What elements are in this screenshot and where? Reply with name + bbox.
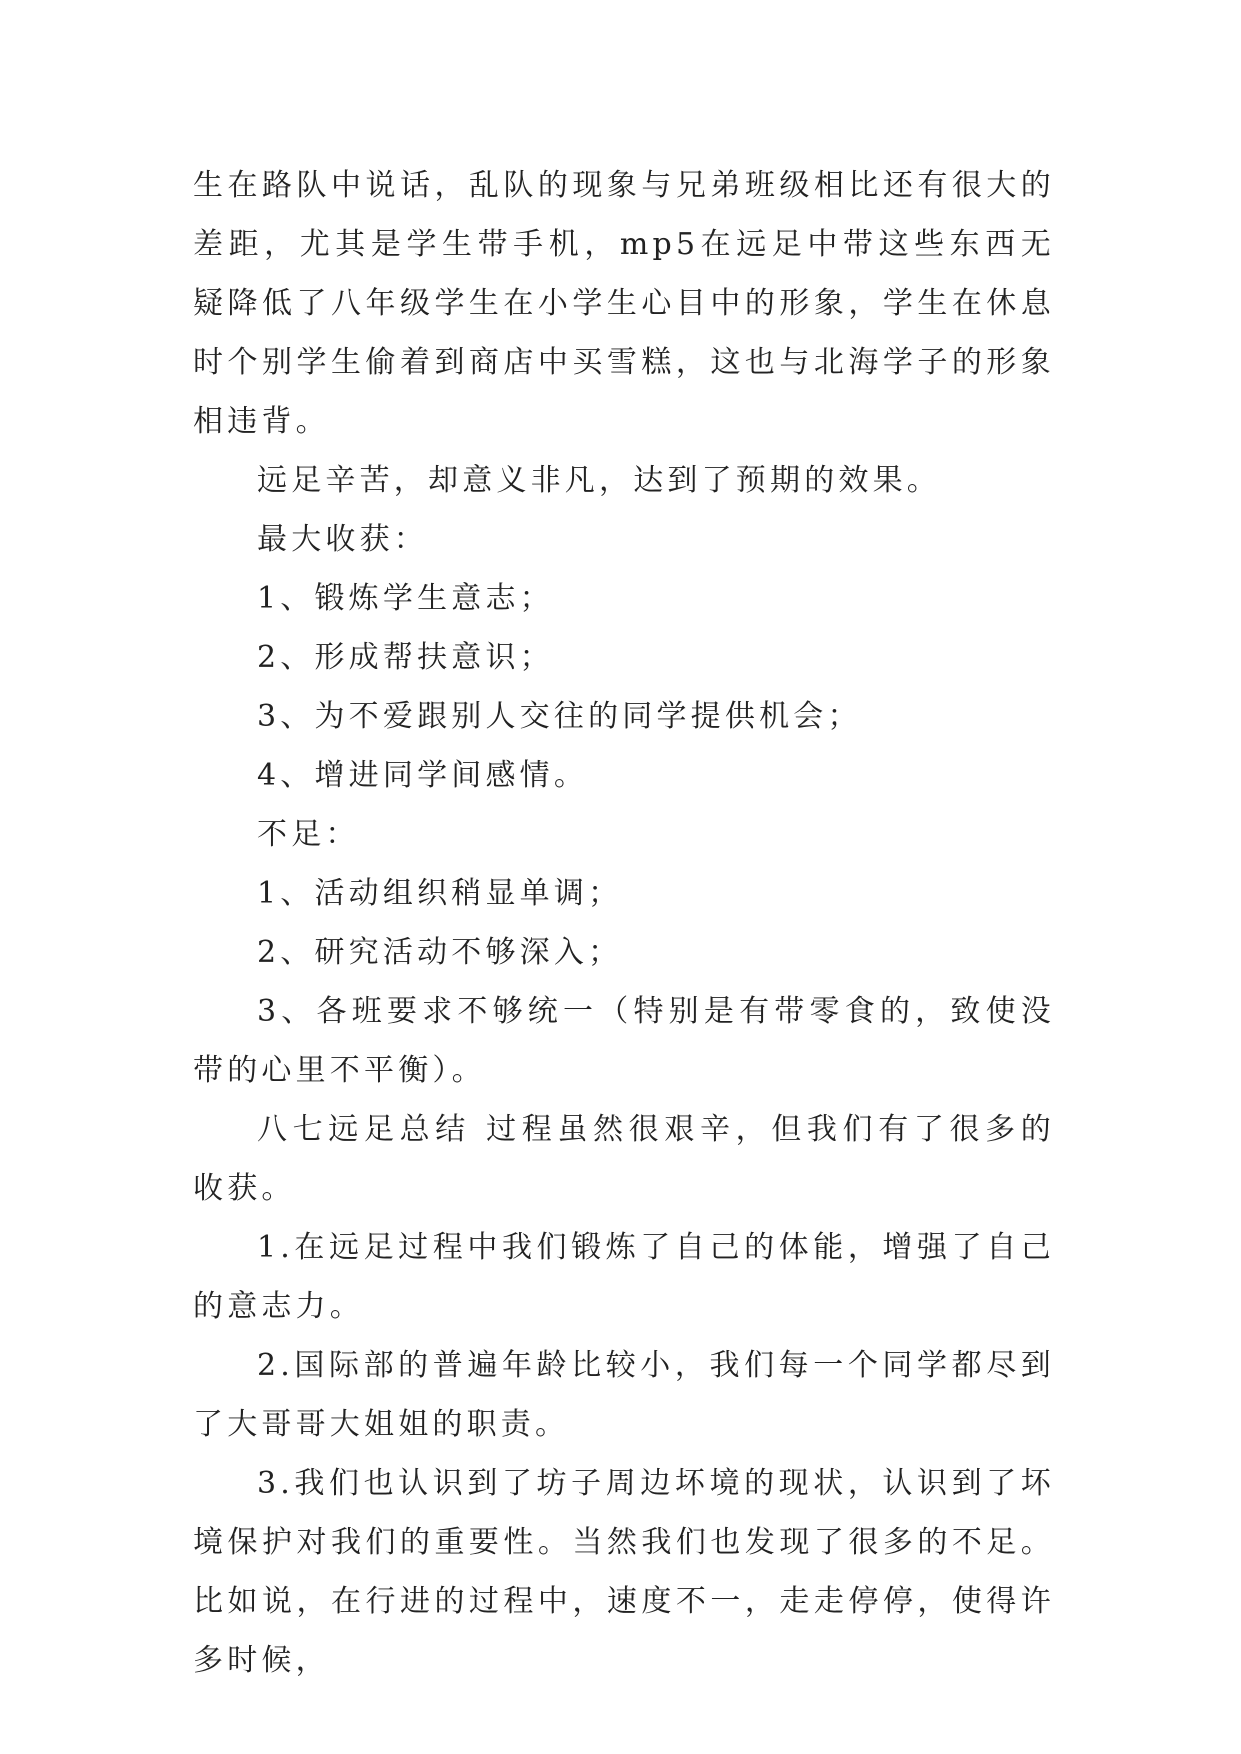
shortcoming-item-3: 3、各班要求不够统一（特别是有带零食的，致使没带的心里不平衡）。	[193, 994, 1055, 1088]
gain-item-2: 2、形成帮扶意识；	[257, 640, 554, 675]
gain-item-4: 4、增进同学间感情。	[257, 758, 589, 793]
gain-item-3: 3、为不爱跟别人交往的同学提供机会；	[257, 699, 862, 734]
paragraph-section-intro: 八七远足总结 过程虽然很艰辛，但我们有了很多的收获。	[193, 1112, 1055, 1206]
harvest-item-1: 1.在远足过程中我们锻炼了自己的体能，增强了自己的意志力。	[193, 1230, 1055, 1324]
document-body	[193, 156, 1055, 1690]
harvest-item-2: 2.国际部的普遍年龄比较小，我们每一个同学都尽到了大哥哥大姐姐的职责。	[193, 1348, 1055, 1442]
heading-shortcomings: 不足：	[257, 817, 360, 852]
harvest-item-3: 3.我们也认识到了坊子周边坏境的现状，认识到了坏境保护对我们的重要性。当然我们也发现了很多的不足。比如说，在行进的过程中，速度不一，走走停停，使得许多时候，	[193, 1466, 1055, 1678]
heading-biggest-gains: 最大收获：	[257, 522, 428, 557]
shortcoming-item-1: 1、活动组织稍显单调；	[257, 876, 623, 911]
gain-item-1: 1、锻炼学生意志；	[257, 581, 554, 616]
shortcoming-item-2: 2、研究活动不够深入；	[257, 935, 623, 970]
paragraph-continuation: 生在路队中说话，乱队的现象与兄弟班级相比还有很大的差距，尤其是学生带手机，mp5在远足中带这些东西无疑降低了八年级学生在小学生心目中的形象，学生在休息时个别学生偷着到商店中买雪糕，这也与北海学子的形象相违背。	[193, 168, 1055, 439]
paragraph-summary: 远足辛苦，却意义非凡，达到了预期的效果。	[257, 463, 941, 498]
